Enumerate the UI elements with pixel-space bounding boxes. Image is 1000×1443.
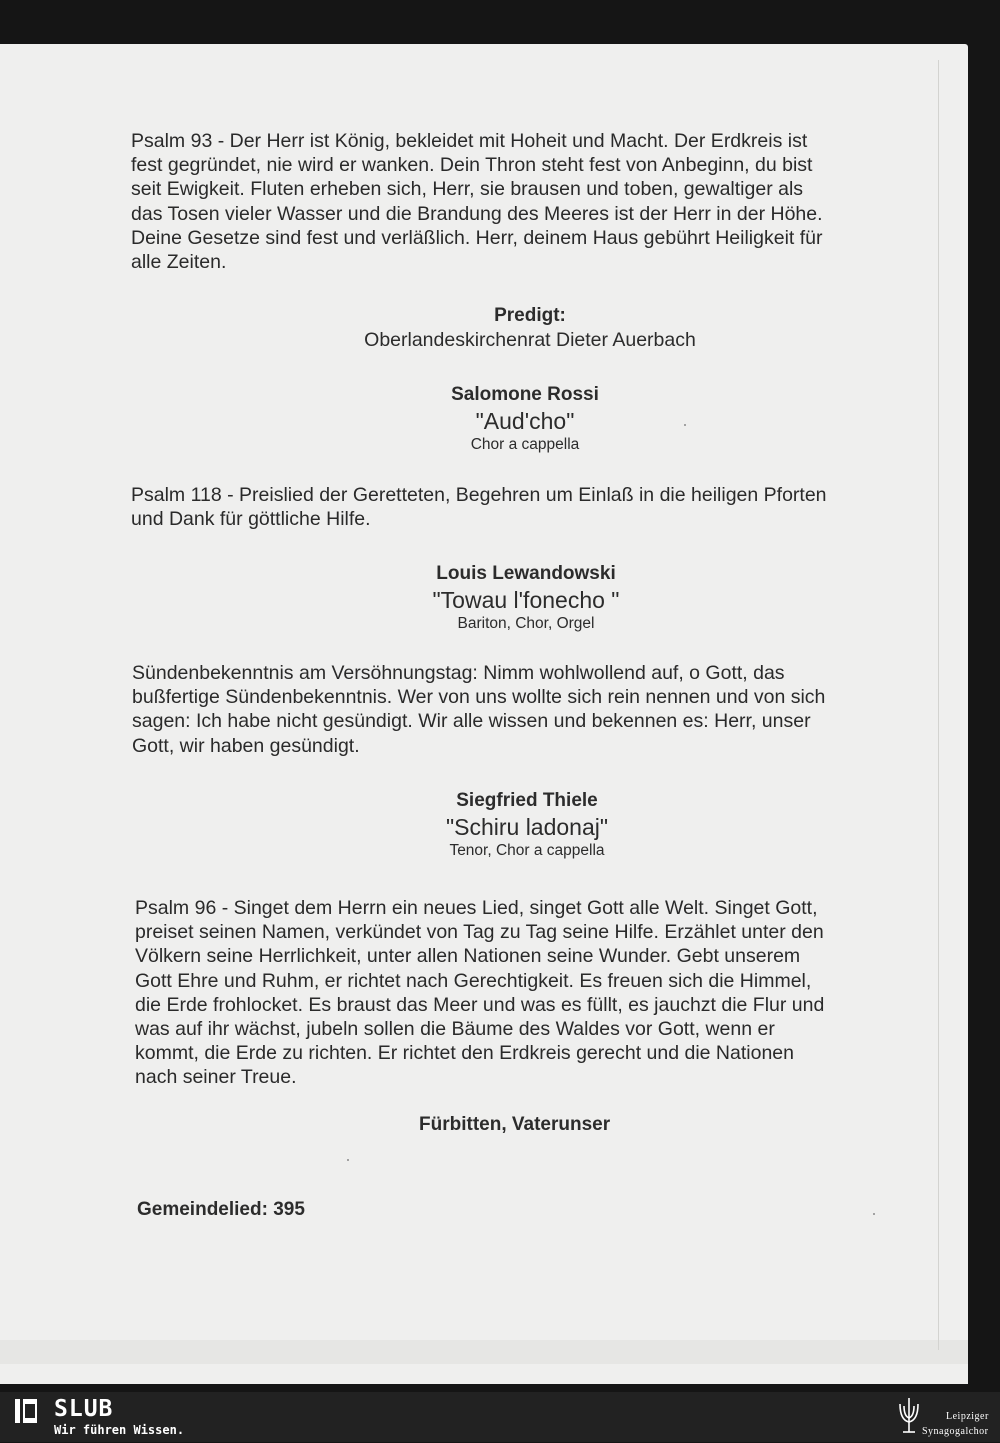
slub-book-icon — [12, 1396, 42, 1431]
text-line: nach seiner Treue. — [135, 1066, 297, 1089]
library-tagline: Wir führen Wissen. — [54, 1423, 185, 1437]
choir-name-line1: Leipziger — [946, 1411, 989, 1422]
piece-scoring: Bariton, Chor, Orgel — [457, 615, 595, 632]
choir-name-line2: Synagogalchor — [922, 1426, 989, 1437]
piece-title: "Aud'cho" — [475, 408, 575, 434]
text-line: alle Zeiten. — [131, 251, 227, 274]
page-edge-crease — [938, 60, 939, 1350]
text-line: Gott Ehre und Ruhm, er richtet nach Gerechtigkeit. Es freuen sich die Himmel, — [135, 969, 812, 992]
text-line: sagen: Ich habe nicht gesündigt. Wir alle wissen und bekennen es: Herr, unser — [132, 710, 811, 733]
composer-name: Louis Lewandowski — [436, 563, 616, 584]
paragraph-confession — [132, 661, 825, 758]
text-line: das Tosen vieler Wasser und die Brandung des Meeres ist der Herr in der Höhe. — [131, 202, 823, 225]
text-line: Psalm 118 - Preislied der Geretteten, Begehren um Einlaß in die heiligen Pforten — [131, 484, 827, 506]
text-line: bußfertige Sündenbekenntnis. Wer von uns wollte sich rein nennen und von sich — [132, 686, 826, 709]
text-line: Psalm 93 - Der Herr ist König, bekleidet mit Hoheit und Macht. Der Erdkreis ist — [131, 130, 808, 152]
text-line: kommt, die Erde zu richten. Er richtet den Erdkreis gerecht und die Nationen — [135, 1042, 794, 1065]
piece-scoring: Chor a cappella — [470, 436, 580, 453]
music-piece-lewandowski — [226, 562, 826, 634]
text-line: Psalm 96 - Singet dem Herrn ein neues Lied, singet Gott alle Welt. Singet Gott, — [135, 897, 818, 919]
sermon-label: Predigt: — [494, 305, 566, 326]
composer-name: Salomone Rossi — [451, 384, 599, 405]
text-line: und Dank für göttliche Hilfe. — [131, 508, 371, 531]
text-line: seit Ewigkeit. Fluten erheben sich, Herr, sie brausen und toben, gewaltiger als — [131, 178, 804, 201]
text-line: preiset seinen Namen, verkündet von Tag zu Tag seine Hilfe. Erzählet unter den — [135, 921, 824, 944]
music-piece-rossi — [225, 383, 825, 455]
piece-scoring: Tenor, Chor a cappella — [449, 842, 605, 859]
text-line: Sündenbekenntnis am Versöhnungstag: Nimm wohlwollend auf, o Gott, das — [132, 662, 785, 684]
text-line: die Erde frohlocket. Es braust das Meer und was es füllt, es jauchzt die Flur und — [135, 993, 825, 1016]
paragraph-psalm-96 — [135, 896, 824, 1090]
piece-title: "Towau l'fonecho " — [432, 587, 620, 613]
text-line: Völkern seine Herrlichkeit, unter allen Nationen seine Wunder. Gebt unserem — [135, 945, 801, 968]
page-fold-shadow — [0, 1340, 968, 1364]
sermon-block — [230, 304, 830, 352]
paper-speck — [873, 1213, 875, 1215]
text-line: Deine Gesetze sind fest und verläßlich. Herr, deinem Haus gebührt Heiligkeit für — [131, 226, 823, 249]
paragraph-psalm-118 — [131, 483, 827, 531]
library-name: SLUB — [54, 1396, 114, 1422]
piece-title: "Schiru ladonaj" — [445, 814, 609, 840]
paper-speck — [684, 424, 686, 426]
intercessions-heading: Fürbitten, Vaterunser — [419, 1114, 611, 1135]
music-piece-thiele — [227, 789, 827, 861]
paragraph-psalm-93 — [131, 129, 823, 274]
text-line: fest gegründet, nie wird er wanken. Dein Thron steht fest von Anbeginn, du bist — [131, 154, 813, 177]
hymn-number: Gemeindelied: 395 — [137, 1199, 305, 1220]
paper-speck — [347, 1159, 349, 1161]
preacher-name: Oberlandeskirchenrat Dieter Auerbach — [364, 329, 696, 351]
text-line: was auf ihr wächst, jubeln sollen die Bäume des Waldes vor Gott, wenn er — [135, 1018, 775, 1041]
text-line: Gott, wir haben gesündigt. — [132, 734, 360, 757]
composer-name: Siegfried Thiele — [456, 790, 598, 811]
menorah-icon — [896, 1394, 922, 1443]
